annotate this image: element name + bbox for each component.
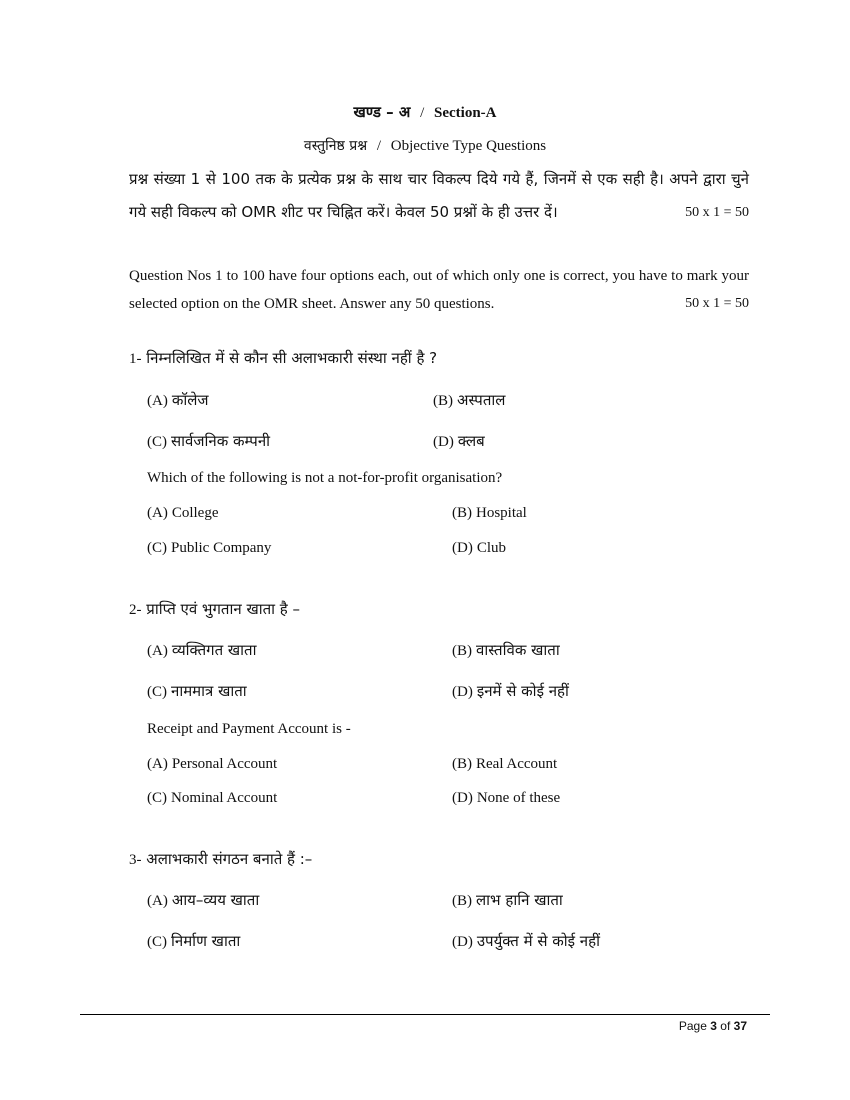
- q2-hi-option-d: (D) इनमें से कोई नहीं: [452, 682, 569, 700]
- instructions-hindi-score: 50 x 1 = 50: [685, 205, 749, 220]
- question-1-english: Which of the following is not a not-for-profit organisation?: [147, 470, 503, 486]
- q1-en-option-c: (C) Public Company: [147, 540, 272, 556]
- section-subtitle: [0, 136, 850, 155]
- q1-hi-option-a: (A) कॉलेज: [147, 391, 209, 409]
- section-title: [0, 102, 850, 122]
- section-subtitle-hi: वस्तुनिष्ठ प्रश्न: [303, 138, 368, 154]
- page-current: 3: [710, 1019, 717, 1033]
- question-2-english: Receipt and Payment Account is -: [147, 721, 351, 737]
- q3-hi-option-b: (B) लाभ हानि खाता: [452, 891, 563, 909]
- instructions-english-score: 50 x 1 = 50: [685, 296, 749, 311]
- q3-hi-option-a: (A) आय–व्यय खाता: [147, 891, 260, 909]
- q1-en-option-d: (D) Club: [452, 540, 507, 556]
- question-1-hindi: [129, 348, 437, 368]
- q2-hi-option-c: (C) नाममात्र खाता: [147, 682, 247, 700]
- q1-en-option-b: (B) Hospital: [452, 505, 527, 521]
- question-2-number: 2-: [129, 602, 142, 618]
- question-3-hindi-text: अलाभकारी संगठन बनाते हैं :–: [146, 850, 313, 868]
- question-3-hindi: [129, 849, 312, 869]
- q3-hi-option-c: (C) निर्माण खाता: [147, 932, 241, 950]
- section-subtitle-en: Objective Type Questions: [390, 138, 547, 154]
- instructions-english-text: Question Nos 1 to 100 have four options each, out of which only one is correct, you have to mark your selected option on the OMR sheet. Answer any 50 questions.: [129, 268, 749, 312]
- page-number: [679, 1019, 747, 1033]
- instructions-hindi: [129, 163, 749, 229]
- instructions-english: [129, 262, 749, 318]
- q2-hi-option-a: (A) व्यक्तिगत खाता: [147, 641, 257, 659]
- section-title-en: Section-A: [434, 105, 497, 121]
- page-total: 37: [733, 1019, 747, 1033]
- q1-hi-option-d: (D) क्लब: [433, 432, 485, 450]
- q2-en-option-c: (C) Nominal Account: [147, 790, 278, 806]
- question-1-number: 1-: [129, 351, 142, 367]
- q2-en-option-a: (A) Personal Account: [147, 756, 278, 772]
- section-subtitle-separator: /: [376, 138, 382, 154]
- instructions-hindi-text: प्रश्न संख्या 1 से 100 तक के प्रत्येक प्रश्न के साथ चार विकल्प दिये गये हैं, जिनमें से एक सही है। अपने द्वारा चुने गये सही विकल्प को OMR शीट पर चिह्नित करें। केवल 50 प्रश्नों के ही उत्तर दें।: [129, 170, 749, 221]
- page-word: Page: [678, 1019, 707, 1033]
- q2-en-option-d: (D) None of these: [452, 790, 561, 806]
- q1-hi-option-c: (C) सार्वजनिक कम्पनी: [147, 432, 271, 450]
- q1-hi-option-b: (B) अस्पताल: [433, 391, 506, 409]
- question-1-hindi-text: निम्नलिखित में से कौन सी अलाभकारी संस्था नहीं है ?: [146, 349, 438, 367]
- section-title-separator: /: [420, 105, 425, 121]
- question-3-number: 3-: [129, 852, 142, 868]
- q1-en-option-a: (A) College: [147, 505, 219, 521]
- section-title-hi: खण्ड – अ: [353, 103, 411, 121]
- q3-hi-option-d: (D) उपर्युक्त में से कोई नहीं: [452, 932, 600, 950]
- q2-en-option-b: (B) Real Account: [452, 756, 558, 772]
- footer-divider: [80, 1014, 770, 1015]
- page-of-word: of: [720, 1019, 731, 1033]
- question-2-hindi: [129, 599, 300, 619]
- question-2-hindi-text: प्राप्ति एवं भुगतान खाता है –: [146, 600, 301, 618]
- q2-hi-option-b: (B) वास्तविक खाता: [452, 641, 560, 659]
